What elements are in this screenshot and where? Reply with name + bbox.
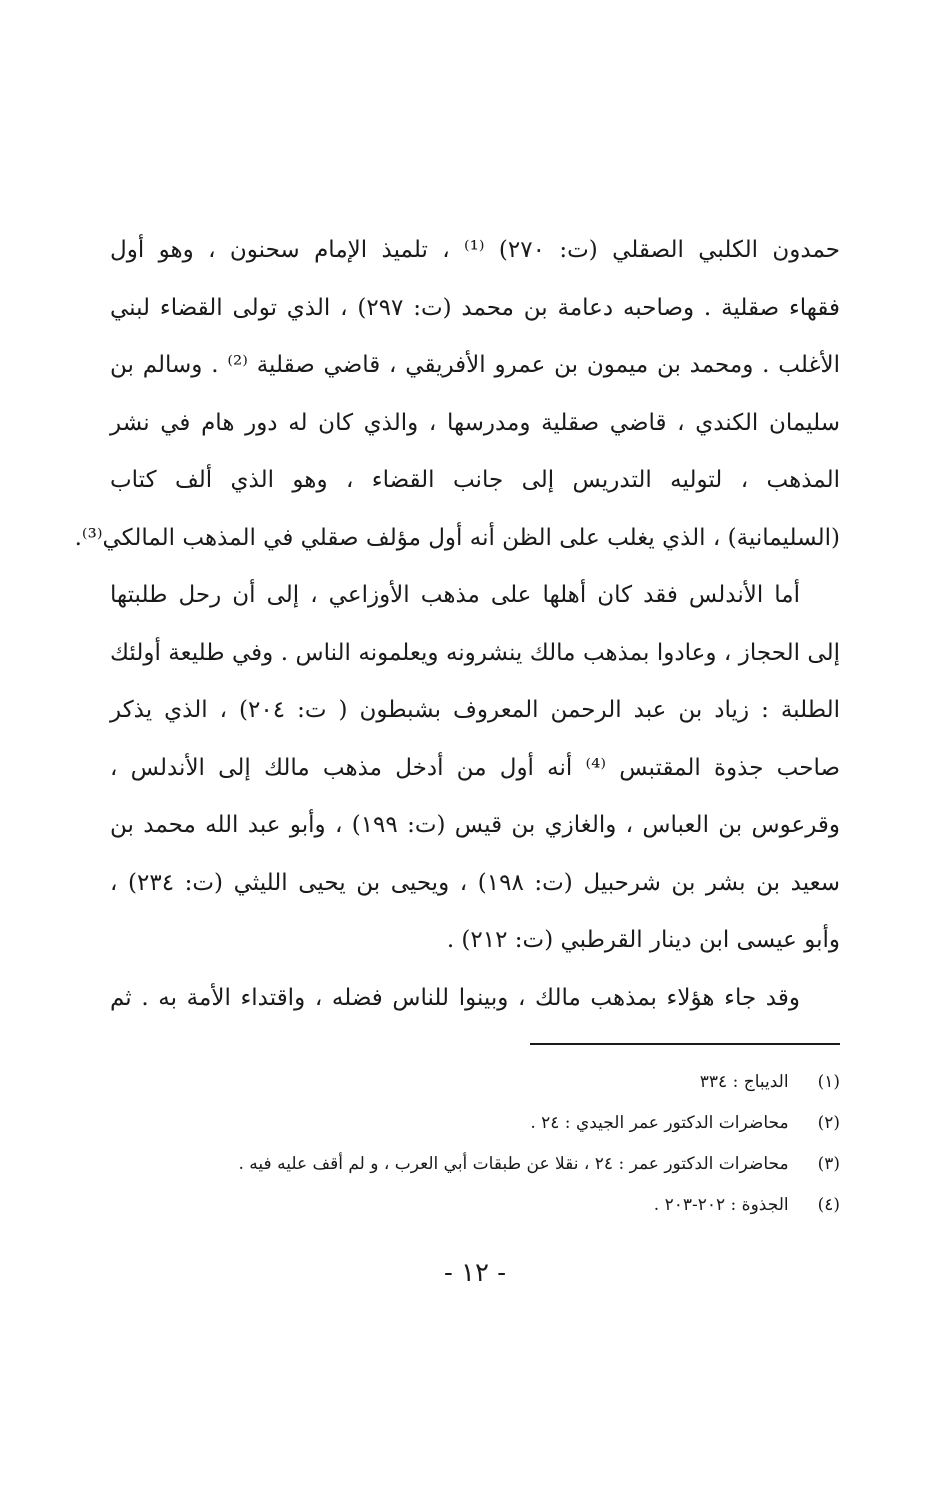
text-line: وقرعوس بن العباس ، والغازي بن قيس (ت: ١٩٩) ، وأبو عبد الله محمد بن [110, 812, 840, 838]
footnote-item [110, 1062, 840, 1103]
footnote-number: (٤) [817, 1195, 840, 1215]
footnote-item [110, 1185, 840, 1226]
footnotes [110, 1062, 840, 1226]
text-line: وأبو عيسى ابن دينار القرطبي (ت: ٢١٢) . [446, 927, 840, 953]
text-line: صاحب جذوة المقتبس ⁽⁴⁾ أنه أول من أدخل مذهب مالك إلى الأندلس ، [110, 754, 840, 781]
footnote-text: الديباج : ٣٣٤ [699, 1072, 789, 1092]
footnote-text: الجذوة : ٢٠٢-٢٠٣ . [653, 1195, 789, 1215]
footnote-divider [530, 1043, 840, 1045]
footnote-item [110, 1103, 840, 1144]
text-line: إلى الحجاز ، وعادوا بمذهب مالك ينشرونه ويعلمونه الناس . وفي طليعة أولئك [110, 639, 840, 666]
text-line: الأغلب . ومحمد بن ميمون بن عمرو الأفريقي ، قاضي صقلية ⁽²⁾ . وسالم بن [110, 352, 840, 378]
footnote-number: (٣) [817, 1154, 840, 1174]
footnote-text: محاضرات الدكتور عمر الجيدي : ٢٤ . [530, 1113, 789, 1133]
footnote-number: (١) [817, 1072, 840, 1092]
footnote-number: (٢) [817, 1113, 840, 1133]
page-number: - ١٢ - [443, 1258, 507, 1288]
text-line: (السليمانية) ، الذي يغلب على الظن أنه أول مؤلف صقلي في المذهب المالكي⁽³⁾. [74, 524, 840, 551]
text-line: فقهاء صقلية . وصاحبه دعامة بن محمد (ت: ٢٩٧) ، الذي تولى القضاء لبني [110, 294, 840, 321]
text-line: سليمان الكندي ، قاضي صقلية ومدرسها ، والذي كان له دور هام في نشر [110, 409, 840, 436]
text-line: سعيد بن بشر بن شرحبيل (ت: ١٩٨) ، ويحيى بن يحيى الليثي (ت: ٢٣٤) ، [110, 869, 841, 896]
text-line: الطلبة : زياد بن عبد الرحمن المعروف بشبطون ( ت: ٢٠٤) ، الذي يذكر [110, 697, 840, 723]
footnote-item [110, 1144, 840, 1185]
text-line: المذهب ، لتوليه التدريس إلى جانب القضاء ، وهو الذي ألف كتاب [110, 467, 840, 493]
text-line: وقد جاء هؤلاء بمذهب مالك ، وبينوا للناس فضله ، واقتداء الأمة به . ثم [110, 984, 800, 1011]
main-text [74, 222, 841, 1027]
text-line: أما الأندلس فقد كان أهلها على مذهب الأوزاعي ، إلى أن رحل طلبتها [110, 582, 800, 608]
text-line: حمدون الكلبي الصقلي (ت: ٢٧٠) ⁽¹⁾ ، تلميذ الإمام سحنون ، وهو أول [110, 237, 841, 263]
footnote-text: محاضرات الدكتور عمر : ٢٤ ، نقلا عن طبقات أبي العرب ، و لم أقف عليه فيه . [238, 1154, 789, 1174]
